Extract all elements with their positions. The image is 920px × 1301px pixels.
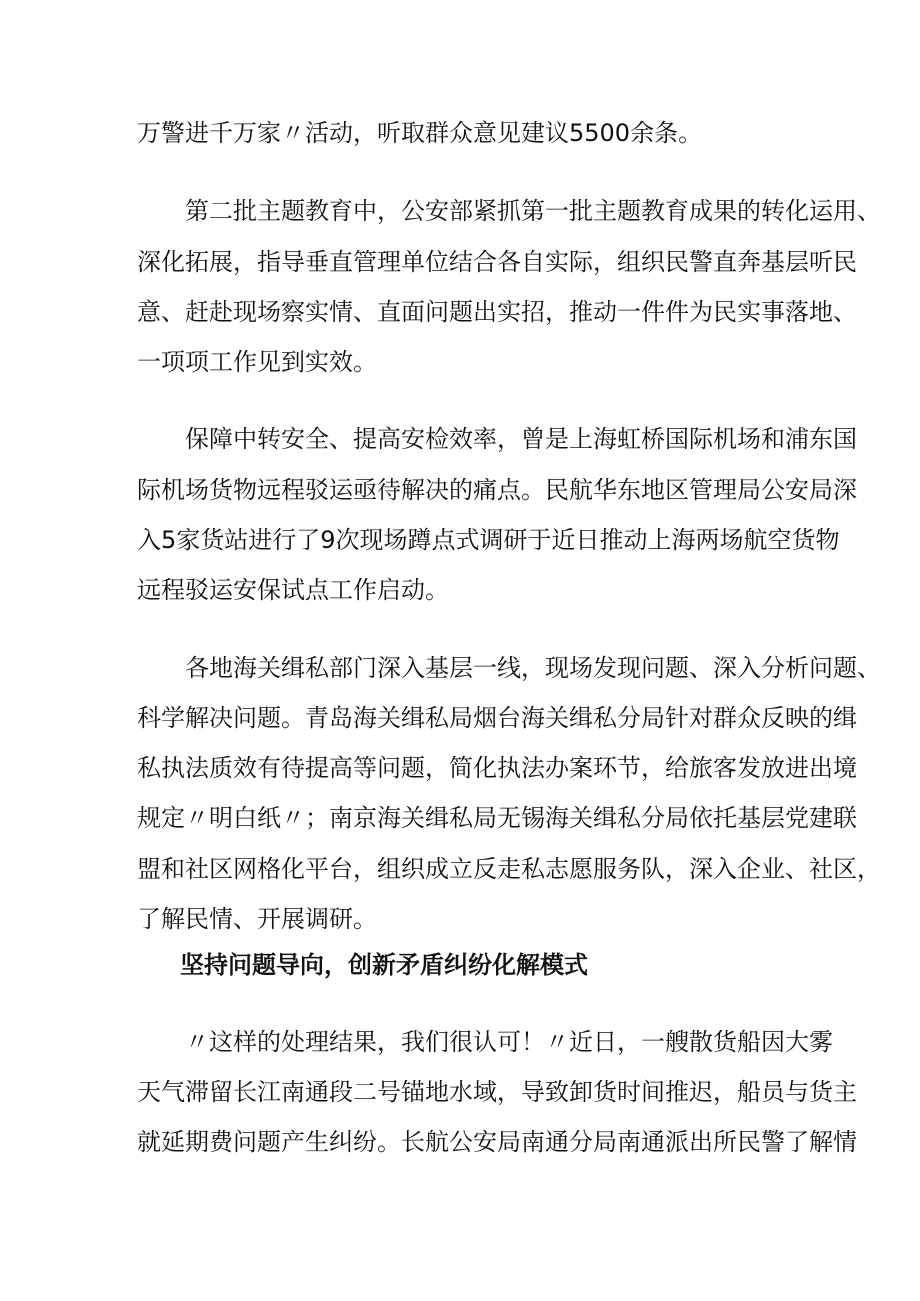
paragraph-5-line-1: 〃这样的处理结果，我们很认可！〃近日，一艘散货船因大雾: [137, 1028, 833, 1056]
paragraph-2-line-1: 第二批主题教育中，公安部紧抓第一批主题教育成果的转化运用、: [137, 197, 881, 225]
paragraph-1-line-1: 万警进千万家〃活动，听取群众意见建议5500余条。: [137, 119, 703, 147]
paragraph-5-line-2: 天气滞留长江南通段二号锚地水域，导致卸货时间推迟，船员与货主: [137, 1078, 857, 1106]
paragraph-2-line-4: 一项项工作见到实效。: [137, 348, 377, 376]
paragraph-4-line-5: 盟和社区网格化平台，组织成立反走私志愿服务队，深入企业、社区，: [137, 855, 881, 883]
paragraph-3-line-3: 入5家货站进行了9次现场蹲点式调研于近日推动上海两场航空货物: [137, 526, 840, 554]
paragraph-3-line-4: 远程驳运安保试点工作启动。: [137, 576, 449, 604]
paragraph-2-line-2: 深化拓展，指导垂直管理单位结合各自实际，组织民警直奔基层听民: [137, 248, 857, 276]
paragraph-3-line-1: 保障中转安全、提高安检效率，曾是上海虹桥国际机场和浦东国: [137, 425, 857, 453]
paragraph-4-line-2: 科学解决问题。青岛海关缉私局烟台海关缉私分局针对群众反映的缉: [137, 704, 857, 732]
paragraph-2-line-3: 意、赶赴现场察实情、直面问题出实招，推动一件件为民实事落地、: [137, 298, 857, 326]
paragraph-4-line-6: 了解民情、开展调研。: [137, 905, 377, 933]
paragraph-4-line-1: 各地海关缉私部门深入基层一线，现场发现问题、深入分析问题、: [137, 654, 881, 682]
paragraph-4-line-4: 规定〃明白纸〃；南京海关缉私局无锡海关缉私分局依托基层党建联: [137, 804, 857, 832]
paragraph-3-line-2: 际机场货物远程驳运亟待解决的痛点。民航华东地区管理局公安局深: [137, 476, 857, 504]
paragraph-4-line-3: 私执法质效有待提高等问题，简化执法办案环节，给旅客发放进出境: [137, 754, 857, 782]
paragraph-5-line-3: 就延期费问题产生纠纷。长航公安局南通分局南通派出所民警了解情: [137, 1128, 857, 1156]
section-heading: 坚持问题导向，创新矛盾纠纷化解模式: [180, 951, 588, 979]
